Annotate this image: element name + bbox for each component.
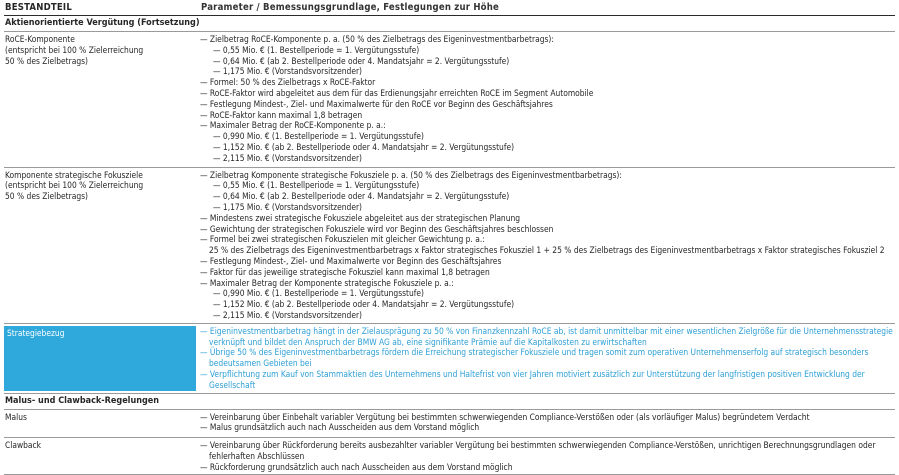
section-heading-malus-clawback: Malus- und Clawback-Regelungen [4,394,895,410]
detail-line: — 0,990 Mio. € (1. Bestellperiode = 1. Vergütungsstufe) [213,288,425,299]
detail-line: — RoCE-Faktor wird abgeleitet aus dem für das Erdienungsjahr erreichten RoCE im Segment Automobile [200,87,594,98]
detail-line: — Festlegung Mindest-, Ziel- und Maximalwerte für den RoCE vor Beginn des Geschäftsjahres [200,98,553,109]
detail-line: — 1,152 Mio. € (ab 2. Bestellperiode oder 4. Mandatsjahr = 2. Vergütungsstufe) [213,141,515,152]
malus-label: Malus [5,411,27,422]
detail-line: — Festlegung Mindest-, Ziel- und Maximalwerte vor Beginn des Geschäftsjahres [200,255,502,266]
detail-line: — Faktor für das jeweilige strategische Fokusziel kann maximal 1,8 betragen [200,266,490,277]
focus-details [200,170,895,321]
table-row-malus [4,410,895,439]
malus-details [200,412,895,434]
detail-line: — 0,55 Mio. € (1. Bestellperiode = 1. Vergütungsstufe) [213,180,420,191]
roce-label [4,34,200,164]
strategy-details [200,326,895,391]
table-row-strategy [4,324,895,394]
detail-line: — 0,55 Mio. € (1. Bestellperiode = 1. Vergütungsstufe) [213,44,420,55]
detail-line: — Eigeninvestmentbarbetrag hängt in der Zielausprägung zu 50 % von Finanzkennzahl RoCE ab, ist damit unmittelbar mit einer wesentlichen Zielgröße für die Unternehmensstrategie verknüpft und bildet den Anspruch der BMW AG ab, eine signifikante Prämie auf die Kapitalkosten zu erwirtschaften [200,325,893,347]
focus-label-line: 50 % des Zielbetrags) [5,191,88,202]
detail-line: — Verpflichtung zum Kauf von Stammaktien des Unternehmens und Haltefrist von vier Jahren motiviert zusätzlich zur Unterstützung der langfristigen positiven Entwicklung der Gesellschaft [200,368,865,390]
table-row-clawback [4,438,895,475]
detail-line: — Vereinbarung über Rückforderung bereits ausbezahlter variabler Vergütung bei bestimmten schwerwiegenden Compliance-Verstößen, unrichtigen Berechnungsgrundlagen oder fehlerhaften Abschlüssen [200,440,876,461]
detail-line: — 0,64 Mio. € (ab 2. Bestellperiode oder 4. Mandatsjahr = 2. Vergütungsstufe) [213,191,510,202]
detail-line: — Rückforderung grundsätzlich auch nach Ausscheiden aus dem Vorstand möglich [200,461,513,472]
malus-label-cell [4,412,200,434]
table-header [4,0,895,16]
detail-line: — Formel bei zwei strategischen Fokuszielen mit gleicher Gewichtung p. a.: [200,234,485,245]
detail-line: — Maximaler Betrag der RoCE-Komponente p. a.: [200,120,386,131]
detail-line: — Übrige 50 % des Eigeninvestmentbarbetrags fördern die Erreichung strategischer Fokusziele und tragen somit zum operativen Unternehmenserfolg auf strategisch besonders bedeutsamen Gebieten bei [200,347,869,369]
detail-line: — 0,64 Mio. € (ab 2. Bestellperiode oder 4. Mandatsjahr = 2. Vergütungsstufe) [213,55,510,66]
detail-line: — 0,990 Mio. € (1. Bestellperiode = 1. Vergütungsstufe) [213,131,425,142]
clawback-label: Clawback [5,440,42,451]
detail-line: — 1,175 Mio. € (Vorstandsvorsitzender) [213,66,362,77]
table-row-focus-goals [4,168,895,324]
clawback-label-cell [4,440,200,472]
clawback-details [200,440,895,472]
roce-label-line: RoCE-Komponente [5,34,75,44]
roce-details [200,34,895,164]
table-row-roce [4,32,895,168]
detail-line: — 2,115 Mio. € (Vorstandsvorsitzender) [213,152,362,163]
header-component: BESTANDTEIL [5,2,72,13]
focus-label [4,170,200,321]
detail-line: — Zielbetrag RoCE-Komponente p. a. (50 % des Zielbetrags des Eigeninvestmentbarbetrags): [200,34,554,44]
strategy-label: Strategiebezug [7,327,65,338]
strategy-label-cell [4,326,196,391]
compensation-table [4,0,895,475]
detail-line: — 1,175 Mio. € (Vorstandsvorsitzender) [213,201,362,212]
detail-line: — Maximaler Betrag der Komponente strategische Fokusziele p. a.: [200,277,454,288]
detail-line: — Malus grundsätzlich auch nach Ausscheiden aus dem Vorstand möglich [200,422,480,433]
detail-line: — Formel: 50 % des Zielbetrags x RoCE-Faktor [200,77,376,88]
detail-line: — Zielbetrag Komponente strategische Fokusziele p. a. (50 % des Zielbetrags des Eigeninvestmentbarbetrags): [200,169,622,180]
roce-label-line: 50 % des Zielbetrags) [5,55,88,66]
section-heading-share-based: Aktienorientierte Vergütung (Fortsetzung) [4,16,895,32]
detail-line: 25 % des Zielbetrags des Eigeninvestmentbarbetrags x Faktor strategisches Fokusziel 1 + 25 % des Zielbetrags des Eigeninvestmentbarbetrags x Faktor strategisches Fokusziel 2 [209,245,885,256]
detail-line: — Vereinbarung über Einbehalt variabler Vergütung bei bestimmten schwerwiegenden Compliance-Verstößen oder (als vorläufiger Malus) begründetem Verdacht [200,411,810,422]
detail-line: — 1,152 Mio. € (ab 2. Bestellperiode oder 4. Mandatsjahr = 2. Vergütungsstufe) [213,299,515,310]
roce-label-line: (entspricht bei 100 % Zielerreichung [5,44,144,55]
focus-label-line: Komponente strategische Fokusziele [5,169,143,180]
detail-line: — RoCE-Faktor kann maximal 1,8 betragen [200,109,363,120]
focus-label-line: (entspricht bei 100 % Zielerreichung [5,180,144,191]
detail-line: — Mindestens zwei strategische Fokusziele abgeleitet aus der strategischen Planung [200,212,521,223]
header-parameters: Parameter / Bemessungsgrundlage, Festlegungen zur Höhe [201,2,500,13]
detail-line: — Gewichtung der strategischen Fokusziele wird vor Beginn des Geschäftsjahres beschlossen [200,223,554,234]
detail-line: — 2,115 Mio. € (Vorstandsvorsitzender) [213,309,362,320]
